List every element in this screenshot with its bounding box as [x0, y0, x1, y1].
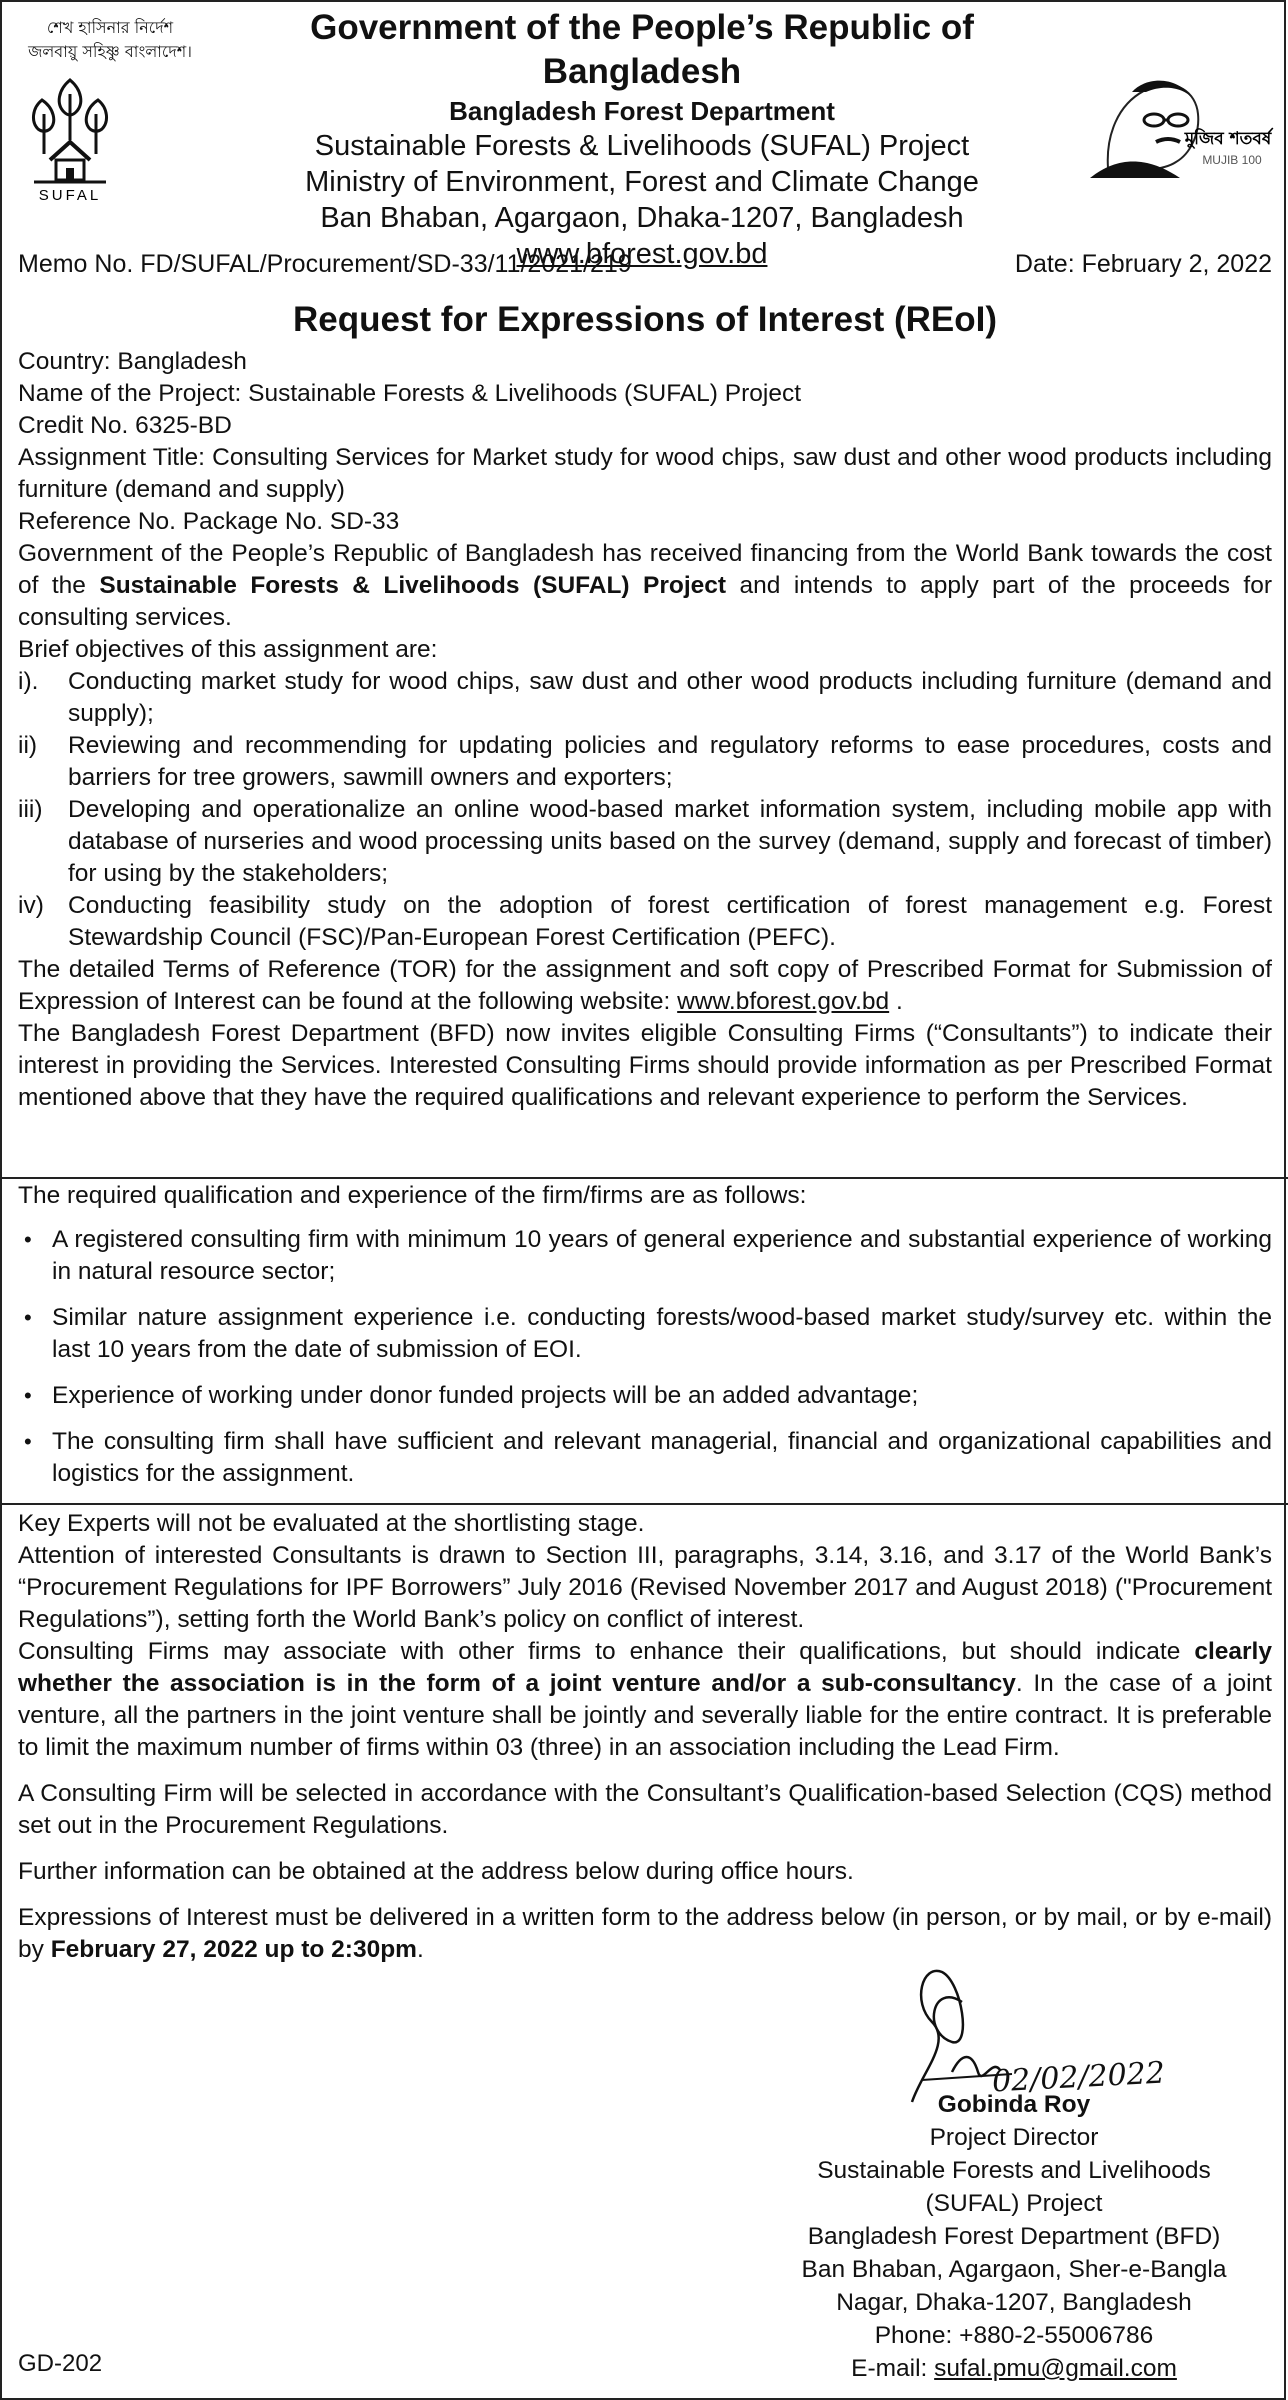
objective-item: [18, 794, 1272, 890]
tor-website-link[interactable]: www.bforest.gov.bd: [677, 988, 890, 1015]
objective-number: ii): [18, 732, 38, 759]
mujib-100-logo-icon: [1080, 58, 1272, 186]
objectives-list: [18, 666, 1272, 954]
slogan-line: শেখ হাসিনার নির্দেশ: [46, 18, 174, 37]
website-link[interactable]: www.bforest.gov.bd: [516, 238, 768, 270]
objective-text: Conducting feasibility study on the adoption of forest certification of forest management e.g. Forest Stewardship Council (FSC)/Pan-European Forest Certification (PEFC).: [68, 892, 1272, 951]
objective-item: [18, 890, 1272, 954]
sufal-logo-text: SUFAL: [38, 187, 102, 204]
sufal-logo-icon: [20, 74, 120, 204]
government-title: Government of the People’s Republic of Bangladesh: [310, 8, 974, 91]
gd-code: GD-202: [18, 2350, 103, 2377]
objective-text: Conducting market study for wood chips, saw dust and other wood products including furniture (demand and supply);: [68, 668, 1272, 727]
department-name: Bangladesh Forest Department: [449, 96, 835, 126]
notice-title: Request for Expressions of Interest (REoI): [292, 300, 998, 339]
ministry-name: Ministry of Environment, Forest and Climate Change: [305, 166, 979, 198]
signatory-department: Bangladesh Forest Department (BFD): [807, 2223, 1221, 2250]
further-info-paragraph: Further information can be obtained at the address below during office hours.: [18, 1858, 854, 1885]
bullet: •: [24, 1305, 32, 1330]
slogan: [10, 16, 210, 64]
signatory-org: Sustainable Forests and Livelihoods: [817, 2157, 1211, 2184]
qualifications-section: [18, 1180, 1272, 1504]
objectives-heading: Brief objectives of this assignment are:: [18, 636, 438, 663]
country: Country: Bangladesh: [18, 348, 247, 375]
signatory-address: Nagar, Dhaka-1207, Bangladesh: [836, 2289, 1192, 2316]
qualification-text: A registered consulting firm with minimum 10 years of general experience and substantial experience of working in natural resource sector;: [52, 1226, 1272, 1285]
qualification-item: [18, 1302, 1272, 1366]
financing-project-name: Sustainable Forests & Livelihoods (SUFAL) Project: [99, 572, 727, 599]
terms-section: [18, 1508, 1272, 1966]
email-label: E-mail:: [851, 2355, 935, 2382]
objective-number: iv): [18, 892, 44, 919]
bullet: •: [24, 1227, 32, 1252]
mujib-logo-text: MUJIB 100: [1202, 153, 1262, 167]
project-name: Sustainable Forests & Livelihoods (SUFAL) Project: [314, 130, 970, 162]
letterhead-text: [222, 6, 1062, 272]
signatory-org: (SUFAL) Project: [925, 2190, 1103, 2217]
association-text: Consulting Firms may associate with other firms to enhance their qualifications, but should indicate: [18, 1638, 1195, 1665]
tor-paragraph: [18, 954, 1272, 1018]
delivery-paragraph: [18, 1902, 1272, 1966]
email-link[interactable]: sufal.pmu@gmail.com: [934, 2355, 1177, 2382]
qualification-text: Experience of working under donor funded projects will be an added advantage;: [52, 1382, 919, 1409]
qualification-item: [18, 1426, 1272, 1490]
financing-text: Government of the People’s Republic of Bangladesh has received financing from the World Bank towards the cost of the: [18, 540, 1272, 599]
delivery-text: Expressions of Interest must be delivered in a written form to the address below (in person, or by mail, or by e-mail) by: [18, 1904, 1272, 1963]
credit-number: Credit No. 6325-BD: [18, 412, 232, 439]
notice-body: [18, 346, 1272, 1114]
association-emphasis: clearly whether the association is in the form of a joint venture and/or a sub-consultancy: [18, 1638, 1272, 1697]
objective-number: iii): [18, 796, 43, 823]
bullet: •: [24, 1429, 32, 1454]
financing-paragraph: [18, 538, 1272, 634]
objective-item: [18, 730, 1272, 794]
qualification-text: Similar nature assignment experience i.e. conducting forests/wood-based market study/survey etc. within the last 10 years from the date of submission of EOI.: [52, 1304, 1272, 1363]
invitation-paragraph: The Bangladesh Forest Department (BFD) now invites eligible Consulting Firms (“Consultants”) to indicate their interest in providing the Services. Interested Consulting Firms should provide information as per Prescribed Format mentioned above that they have the required qualifications and relevant experience to perform the Services.: [18, 1020, 1272, 1111]
objective-text: Reviewing and recommending for updating policies and regulatory reforms to ease procedures, costs and barriers for tree growers, sawmill owners and exporters;: [68, 732, 1272, 791]
signatory-phone: Phone: +880-2-55006786: [874, 2322, 1154, 2349]
selection-method-paragraph: A Consulting Firm will be selected in accordance with the Consultant’s Qualification-based Selection (CQS) method set out in the Procurement Regulations.: [18, 1780, 1272, 1839]
delivery-text-end: .: [416, 1936, 424, 1963]
office-address: Ban Bhaban, Agargaon, Dhaka-1207, Bangladesh: [320, 202, 964, 234]
objective-item: [18, 666, 1272, 730]
memo-row: [18, 250, 1272, 286]
objective-text: Developing and operationalize an online wood-based market information system, including mobile app with database of nurseries and wood processing units based on the survey (demand, supply and forecast of timber) for using by the stakeholders;: [68, 796, 1272, 887]
association-paragraph: [18, 1636, 1272, 1764]
qualification-text: The consulting firm shall have sufficient and relevant managerial, financial and organizational capabilities and logistics for the assignment.: [52, 1428, 1272, 1487]
qualification-item: [18, 1380, 1272, 1412]
qualifications-list: [18, 1224, 1272, 1490]
key-experts-note: Key Experts will not be evaluated at the shortlisting stage.: [18, 1510, 645, 1537]
memo-date: Date: February 2, 2022: [1014, 250, 1272, 278]
objective-number: i).: [18, 668, 39, 695]
section-divider: [2, 1503, 1288, 1505]
tor-text: The detailed Terms of Reference (TOR) for the assignment and soft copy of Prescribed Format for Submission of Expression of Interest can be found at the following website:: [18, 956, 1272, 1015]
memo-number: Memo No. FD/SUFAL/Procurement/SD-33/11/2021/219: [18, 250, 632, 278]
reference-number: Reference No. Package No. SD-33: [18, 508, 400, 535]
association-text-end: . In the case of a joint venture, all the partners in the joint venture shall be jointly and severally liable for the entire contract. It is preferable to limit the maximum number of firms within 03 (three) in an association including the Lead Firm.: [18, 1670, 1272, 1761]
signatory-email-line: [754, 2352, 1274, 2385]
bullet: •: [24, 1383, 32, 1408]
mujib-logo-bangla: মুজিব শতবর্ষ: [1184, 129, 1272, 149]
deadline: February 27, 2022 up to 2:30pm: [50, 1936, 417, 1963]
signatory-title: Project Director: [929, 2124, 1099, 2151]
assignment-title: Assignment Title: Consulting Services for Market study for wood chips, saw dust and other wood products including furniture (demand and supply): [18, 444, 1272, 503]
slogan-line: জলবায়ু সহিষ্ণু বাংলাদেশ।: [28, 42, 192, 61]
project-line: Name of the Project: Sustainable Forests & Livelihoods (SUFAL) Project: [18, 380, 801, 407]
section-divider: [2, 1177, 1288, 1179]
signature-date: 02/02/2022: [991, 2055, 1166, 2100]
financing-text-end: and intends to apply part of the proceeds for consulting services.: [18, 572, 1273, 631]
signatory-address: Ban Bhaban, Agargaon, Sher-e-Bangla: [801, 2256, 1227, 2283]
qualifications-heading: The required qualification and experience of the firm/firms are as follows:: [18, 1182, 807, 1209]
conflict-of-interest-paragraph: Attention of interested Consultants is drawn to Section III, paragraphs, 3.14, 3.16, and 3.17 of the World Bank’s “Procurement Regulations for IPF Borrowers” July 2016 (Revised November 2017 and August 2018) ("Procurement Regulations”), setting forth the World Bank’s policy on conflict of interest.: [18, 1542, 1272, 1633]
tor-end: .: [889, 988, 903, 1015]
qualification-item: [18, 1224, 1272, 1288]
signatory-block: [754, 2088, 1274, 2385]
signatory-name: Gobinda Roy: [937, 2091, 1091, 2118]
